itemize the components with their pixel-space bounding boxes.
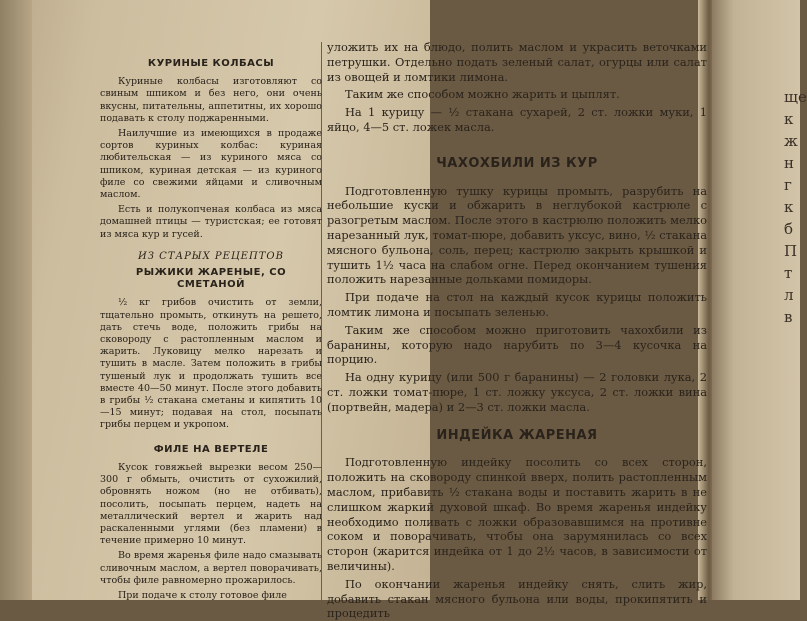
paragraph: Во время жаренья филе надо смазывать сливочным маслом, а вертел поворачивать, чтобы филе равномерно прожарилось.: [100, 550, 322, 586]
paragraph: Подготовленную тушку курицы промыть, разрубить на небольшие куски и обжарить в неглубокой кастрюле с разогретым маслом. После этого в кастрюлю положить мелко нарезанный лук, томат-пюре, добавить уксус, вино, ½ стакана мясного бульона, соль, перец; кастрюлю закрыть крышкой и тушить 1½ часа на слабом огне. Перед окончанием тушения положить нарезанные дольками помидоры.: [327, 183, 707, 287]
paragraph: ½ кг грибов очистить от земли, тщательно промыть, откинуть на решето, дать стечь воде, положить грибы на сковороду с растопленным маслом и жарить. Луковицу мелко нарезать и тушить в масле. Затем положить в грибы тушеный лук и продолжать тушить все вместе 40—50 минут. После этого добавить в грибы ¹⁄₂ стакана сметаны и кипятить 10—15 минут; подавая на стол, посыпать грибы перцем и укропом.: [100, 297, 322, 431]
paragraph: Таким же способом можно жарить и цыплят.: [345, 87, 620, 102]
right-page-line: ще: [784, 88, 807, 106]
right-page-line: г: [784, 176, 792, 194]
right-page-line: П: [784, 242, 798, 260]
paragraph: По окончании жаренья индейку снять, слить жир, добавить стакан мясного бульона или воды, прокипятить и процедить: [327, 576, 707, 621]
right-page-line: б: [784, 220, 794, 238]
paragraph: Куриные колбасы изготовляют со свиным шпиком и без него, они очень вкусны, питательны, аппетитны, их хорошо подавать к столу поджаренными.: [100, 76, 322, 124]
recipe-title: ФИЛЕ НА ВЕРТЕЛЕ: [153, 443, 269, 455]
right-page-line: ж: [784, 132, 798, 150]
left-column: [100, 58, 322, 600]
right-page-line: т: [784, 264, 793, 282]
right-page-text: [784, 86, 807, 328]
paragraph: Кусок говяжьей вырезки весом 250—300 г обмыть, очистить от сухожилий, обровнять ножом (но не отбивать), посолить, посыпать перцем, надеть на металлический вертел и жарить над раскаленными углями (без пламени) в течение примерно 10 минут.: [100, 461, 322, 547]
ingredient-note: На 1 курицу — ½ стакана сухарей, 2 ст. ложки муки, 1 яйцо, 4—5 ст. ложек масла.: [327, 105, 707, 134]
right-page-line: к: [784, 198, 794, 216]
paragraph: При подаче к столу готовое филе: [118, 589, 287, 601]
recipe-title: РЫЖИКИ ЖАРЕНЫЕ, СО СМЕТАНОЙ: [135, 267, 287, 291]
recipe-title: ЧАХОХБИЛИ ИЗ КУР: [436, 155, 598, 171]
recipe-title: ИНДЕЙКА ЖАРЕНАЯ: [436, 427, 598, 443]
paragraph: Есть и полукопченая колбаса из мяса домашней птицы — туристская; ее готовят из мяса кур и гусей.: [100, 204, 322, 240]
ingredient-note: На одну курицу (или 500 г баранины) — 2 головки лука, 2 ст. ложки томат-пюре, 1 ст. ложку уксуса, 2 ст. ложки вина (портвейн, мадера) и 2—3 ст. ложки масла.: [327, 370, 707, 414]
paragraph: Наилучшие из имеющихся в продаже сортов куриных колбас: куриная любительская — из куриного мяса со шпиком, куриная детская — из куриного филе со свежими яйцами и сливочным маслом.: [100, 128, 322, 201]
paragraph: Подготовленную индейку посолить со всех сторон, положить на сковороду спинкой вверх, полить растопленным маслом, прибавить ½ стакана воды и поставить жарить в не слишком жаркий духовой шкаф. Во время жаренья индейку необходимо поливать с ложки образовавшимся на противне соком и поворачивать, чтобы она зарумянилась со всех сторон (жарится индейка от 1 до 2½ часов, в зависимости от величины).: [327, 455, 707, 573]
section-title: ИЗ СТАРЫХ РЕЦЕПТОВ: [138, 250, 284, 262]
recipe-title: КУРИНЫЕ КОЛБАСЫ: [147, 58, 275, 69]
paragraph: При подаче на стол на каждый кусок курицы положить ломтик лимона и посыпать зеленью.: [327, 290, 707, 319]
right-page-line: в: [784, 308, 793, 326]
right-page-line: к: [784, 110, 794, 128]
paragraph: Таким же способом можно приготовить чахохбили из баранины, которую надо нарубить по 3—4 кусочка на порцию.: [327, 322, 707, 367]
right-column: [327, 40, 707, 621]
left-page-edge: [0, 0, 32, 600]
right-page-line: л: [784, 286, 794, 304]
paragraph: уложить их на блюдо, полить маслом и украсить веточками петрушки. Отдельно подать зеленый салат, огурцы или салат из овощей и ломтики лимона.: [327, 40, 707, 84]
right-page-line: н: [784, 154, 794, 172]
